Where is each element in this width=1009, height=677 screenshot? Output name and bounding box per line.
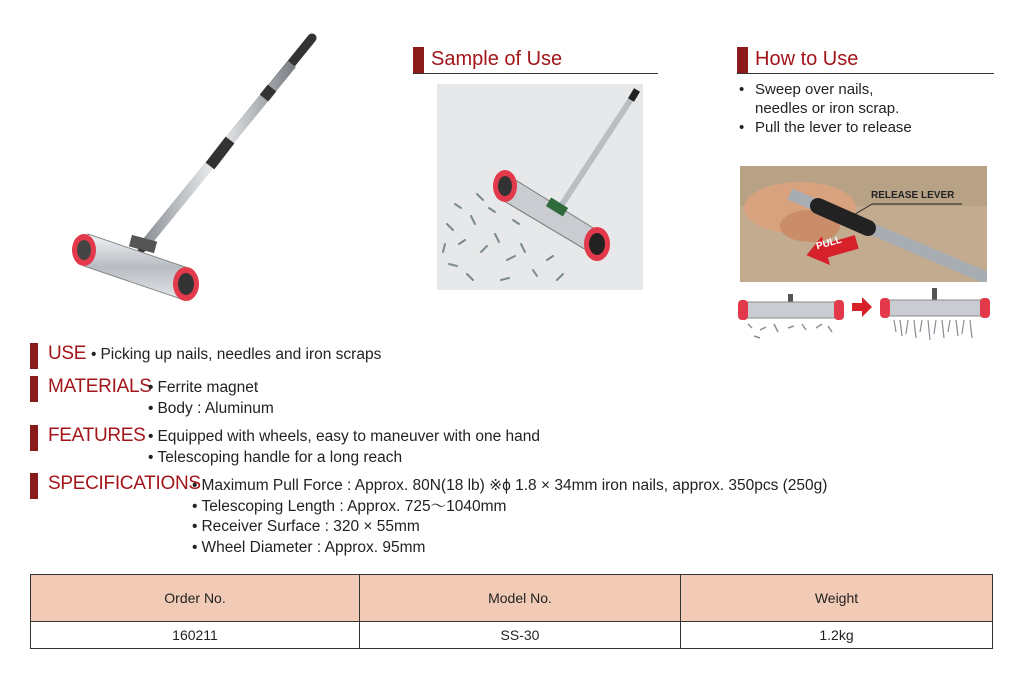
how-to-use-header: [737, 47, 994, 74]
order-table: [30, 574, 993, 649]
how-to-step-2: • Pull the lever to release: [739, 118, 999, 137]
materials-items: [148, 378, 274, 419]
sample-of-use-header: [413, 47, 658, 74]
spec-item-4: • Wheel Diameter : Approx. 95mm: [192, 538, 827, 559]
how-to-use-title: How to Use: [755, 48, 859, 70]
how-to-step-1: • Sweep over nails,: [739, 80, 999, 99]
release-lever-label: RELEASE LEVER: [871, 190, 955, 201]
header-order-no: Order No.: [31, 575, 360, 622]
features-label: FEATURES: [48, 425, 146, 446]
features-items: [148, 427, 540, 468]
materials-item-2: • Body : Aluminum: [148, 399, 274, 420]
features-item-2: • Telescoping handle for a long reach: [148, 448, 540, 469]
sample-of-use-title: Sample of Use: [431, 48, 563, 70]
spec-item-2: • Telescoping Length : Approx. 725～1040mm: [192, 497, 827, 518]
table-row: [31, 622, 993, 649]
spec-item-3: • Receiver Surface : 320 × 55mm: [192, 517, 827, 538]
before-sweeper-image: [738, 294, 844, 356]
how-to-step-1-cont: needles or iron scrap.: [755, 100, 900, 117]
after-sweeper-image: [880, 288, 992, 354]
cell-weight: 1.2kg: [681, 622, 993, 649]
use-label: USE: [48, 343, 87, 364]
how-to-use-steps: [739, 80, 999, 137]
materials-item-1: • Ferrite magnet: [148, 378, 274, 399]
header-weight: Weight: [681, 575, 993, 622]
pull-label: PULL: [814, 234, 844, 253]
product-image: [60, 28, 340, 308]
use-item: • Picking up nails, needles and iron scraps: [91, 345, 381, 366]
order-table-header-row: [31, 575, 993, 622]
release-lever-image: [740, 166, 987, 282]
header-model-no: Model No.: [360, 575, 681, 622]
features-item-1: • Equipped with wheels, easy to maneuver with one hand: [148, 427, 540, 448]
materials-label: MATERIALS: [48, 376, 152, 397]
cell-model-no: SS-30: [360, 622, 681, 649]
cell-order-no: 160211: [31, 622, 360, 649]
specifications-items: [192, 476, 827, 558]
spec-item-1: • Maximum Pull Force : Approx. 80N(18 lb) ※ϕ 1.8 × 34mm iron nails, approx. 350pcs (250g): [192, 476, 827, 497]
arrow-right-icon: [852, 297, 872, 317]
use-items: [91, 345, 381, 366]
sample-of-use-image: [437, 84, 643, 290]
specifications-label: SPECIFICATIONS: [48, 473, 201, 494]
